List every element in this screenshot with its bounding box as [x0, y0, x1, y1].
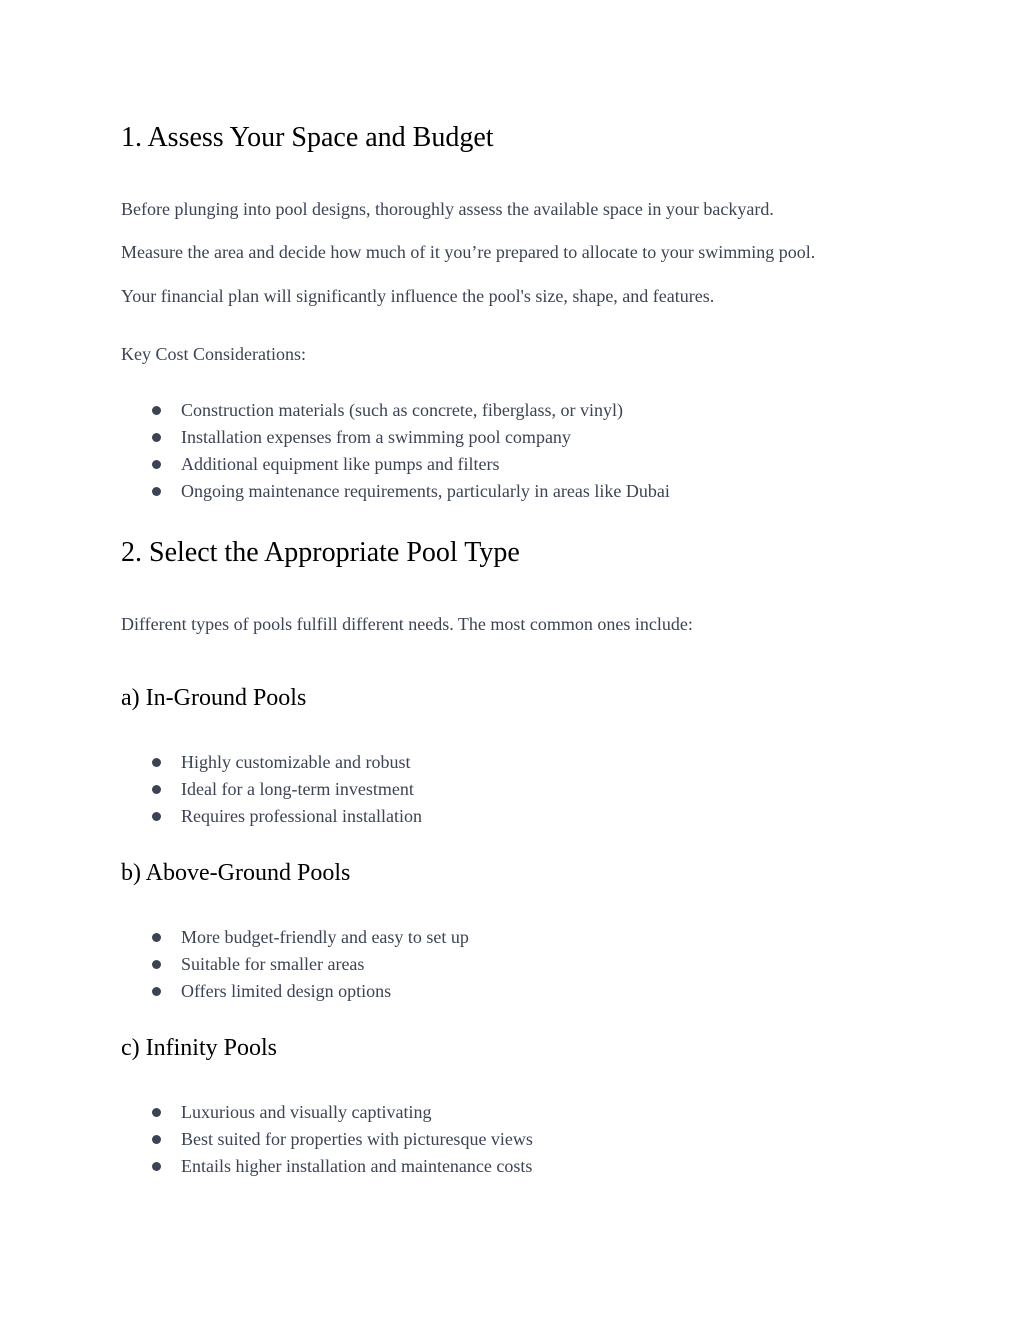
list-item: Luxurious and visually captivating: [121, 1099, 533, 1126]
bullet-icon: [152, 785, 161, 794]
list-item: Entails higher installation and maintenance costs: [121, 1153, 533, 1180]
key-costs-label: Key Cost Considerations:: [121, 344, 306, 364]
sub-heading-infinity: c) Infinity Pools: [121, 1035, 277, 1061]
bullet-icon: [152, 460, 161, 469]
list-item: Ongoing maintenance requirements, particularly in areas like Dubai: [121, 478, 670, 505]
bullet-icon: [152, 1108, 161, 1117]
section-heading-select: 2. Select the Appropriate Pool Type: [121, 537, 520, 568]
list-item: More budget-friendly and easy to set up: [121, 924, 469, 951]
list-item: Requires professional installation: [121, 803, 422, 830]
list-item: Highly customizable and robust: [121, 749, 422, 776]
list-item: Offers limited design options: [121, 978, 469, 1005]
list-item: Suitable for smaller areas: [121, 951, 469, 978]
list-item: Additional equipment like pumps and filters: [121, 451, 670, 478]
paragraph-assess-space: Before plunging into pool designs, thoroughly assess the available space in your backyard.: [121, 199, 774, 219]
section-heading-assess: 1. Assess Your Space and Budget: [121, 122, 494, 153]
list-item: Ideal for a long-term investment: [121, 776, 422, 803]
bullet-icon: [152, 812, 161, 821]
bullet-icon: [152, 487, 161, 496]
list-item: Construction materials (such as concrete, fiberglass, or vinyl): [121, 397, 670, 424]
bullet-icon: [152, 1162, 161, 1171]
paragraph-financial-plan: Your financial plan will significantly influence the pool's size, shape, and features.: [121, 286, 715, 306]
paragraph-measure-area: Measure the area and decide how much of it you’re prepared to allocate to your swimming pool.: [121, 242, 816, 262]
bullet-icon: [152, 406, 161, 415]
bullet-icon: [152, 758, 161, 767]
bullet-icon: [152, 933, 161, 942]
bullet-icon: [152, 960, 161, 969]
infinity-list: [121, 1099, 533, 1180]
above-ground-list: [121, 924, 469, 1005]
bullet-icon: [152, 1135, 161, 1144]
key-costs-list: [121, 397, 670, 505]
list-item: Best suited for properties with picturesque views: [121, 1126, 533, 1153]
list-item: Installation expenses from a swimming pool company: [121, 424, 670, 451]
sub-heading-in-ground: a) In-Ground Pools: [121, 685, 307, 711]
in-ground-list: [121, 749, 422, 830]
bullet-icon: [152, 433, 161, 442]
bullet-icon: [152, 987, 161, 996]
paragraph-pool-types-intro: Different types of pools fulfill different needs. The most common ones include:: [121, 614, 693, 634]
sub-heading-above-ground: b) Above-Ground Pools: [121, 860, 351, 886]
